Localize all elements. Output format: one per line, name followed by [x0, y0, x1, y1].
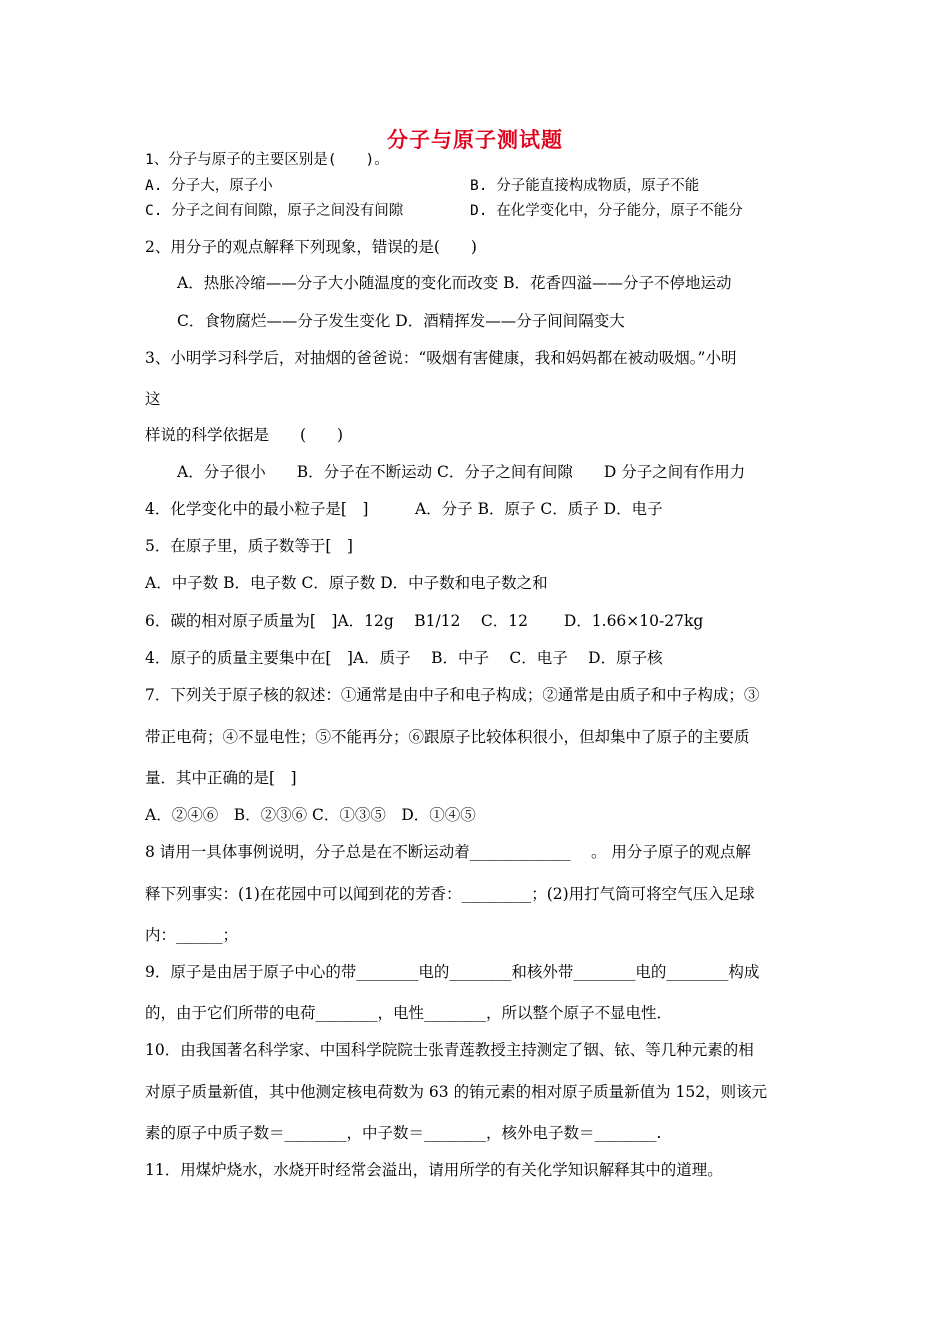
q10-line1: 10．由我国著名科学家、中国科学院院士张青莲教授主持测定了铟、铱、等几种元素的相: [145, 1041, 754, 1059]
q1-stem: 1、分子与原子的主要区别是( )。: [145, 152, 389, 168]
q10-line3: 素的原子中质子数＝________，中子数＝________，核外电子数＝________.: [145, 1124, 662, 1142]
q7-options: A．②④⑥ B．②③⑥ C．①③⑤ D．①④⑤: [145, 806, 476, 824]
page-title: 分子与原子测试题: [387, 127, 563, 152]
q11: 11．用煤炉烧水，水烧开时经常会溢出，请用所学的有关化学知识解释其中的道理。: [145, 1161, 723, 1179]
q7-line2: 带正电荷；④不显电性；⑤不能再分；⑥跟原子比较体积很小，但却集中了原子的主要质: [145, 728, 750, 746]
q2-options-cd: C．食物腐烂——分子发生变化 D．酒精挥发——分子间间隔变大: [177, 312, 625, 330]
q1-option-b: B. 分子能直接构成物质，原子不能: [470, 178, 700, 194]
q6: 6．碳的相对原子质量为[ ]A．12g B1/12 C．12 D．1.66×10-27kg: [145, 612, 704, 630]
q5-options: A．中子数 B．电子数 C．原子数 D．中子数和电子数之和: [145, 574, 548, 592]
q9-line2: 的，由于它们所带的电荷________，电性________，所以整个原子不显电性．: [145, 1004, 673, 1022]
q1-option-c: C. 分子之间有间隙，原子之间没有间隙: [145, 203, 404, 219]
q2-stem: 2、用分子的观点解释下列现象，错误的是( ): [145, 238, 477, 256]
q3-line3: 样说的科学依据是 ( ): [145, 426, 344, 444]
q7-line1: 7．下列关于原子核的叙述：①通常是由中子和电子构成；②通常是由质子和中子构成；③: [145, 686, 760, 704]
q1-option-a: A. 分子大，原子小: [145, 178, 273, 194]
q3-line1: 3、小明学习科学后，对抽烟的爸爸说：“吸烟有害健康，我和妈妈都在被动吸烟。”小明: [145, 349, 737, 367]
q2-options-ab: A．热胀冷缩——分子大小随温度的变化而改变 B．花香四溢——分子不停地运动: [177, 274, 732, 292]
q4-first: 4．化学变化中的最小粒子是[ ] A．分子 B．原子 C．质子 D．电子: [145, 500, 663, 518]
q9-line1: 9．原子是由居于原子中心的带________电的________和核外带________电的________构成: [145, 963, 760, 981]
q10-line2: 对原子质量新值，其中他测定核电荷数为 63 的铕元素的相对原子质量新值为 152，则该元: [145, 1083, 768, 1101]
q8-line3: 内：______；: [145, 926, 239, 944]
q3-line2: 这: [145, 390, 161, 408]
q1-option-d: D. 在化学变化中，分子能分，原子不能分: [470, 203, 743, 219]
q4-second: 4．原子的质量主要集中在[ ]A．质子 B．中子 C．电子 D．原子核: [145, 649, 663, 667]
q7-line3: 量．其中正确的是[ ]: [145, 769, 297, 787]
q3-options: A．分子很小 B．分子在不断运动 C．分子之间有间隙 D 分子之间有作用力: [177, 463, 746, 481]
q8-line2: 释下列事实：(1)在花园中可以闻到花的芳香：_________；(2)用打气筒可将空气压入足球: [145, 885, 755, 903]
q5-stem: 5．在原子里，质子数等于[ ]: [145, 537, 353, 555]
q8-line1: 8 请用一具体事例说明，分子总是在不断运动着_____________ 。 用分子原子的观点解: [145, 843, 751, 861]
